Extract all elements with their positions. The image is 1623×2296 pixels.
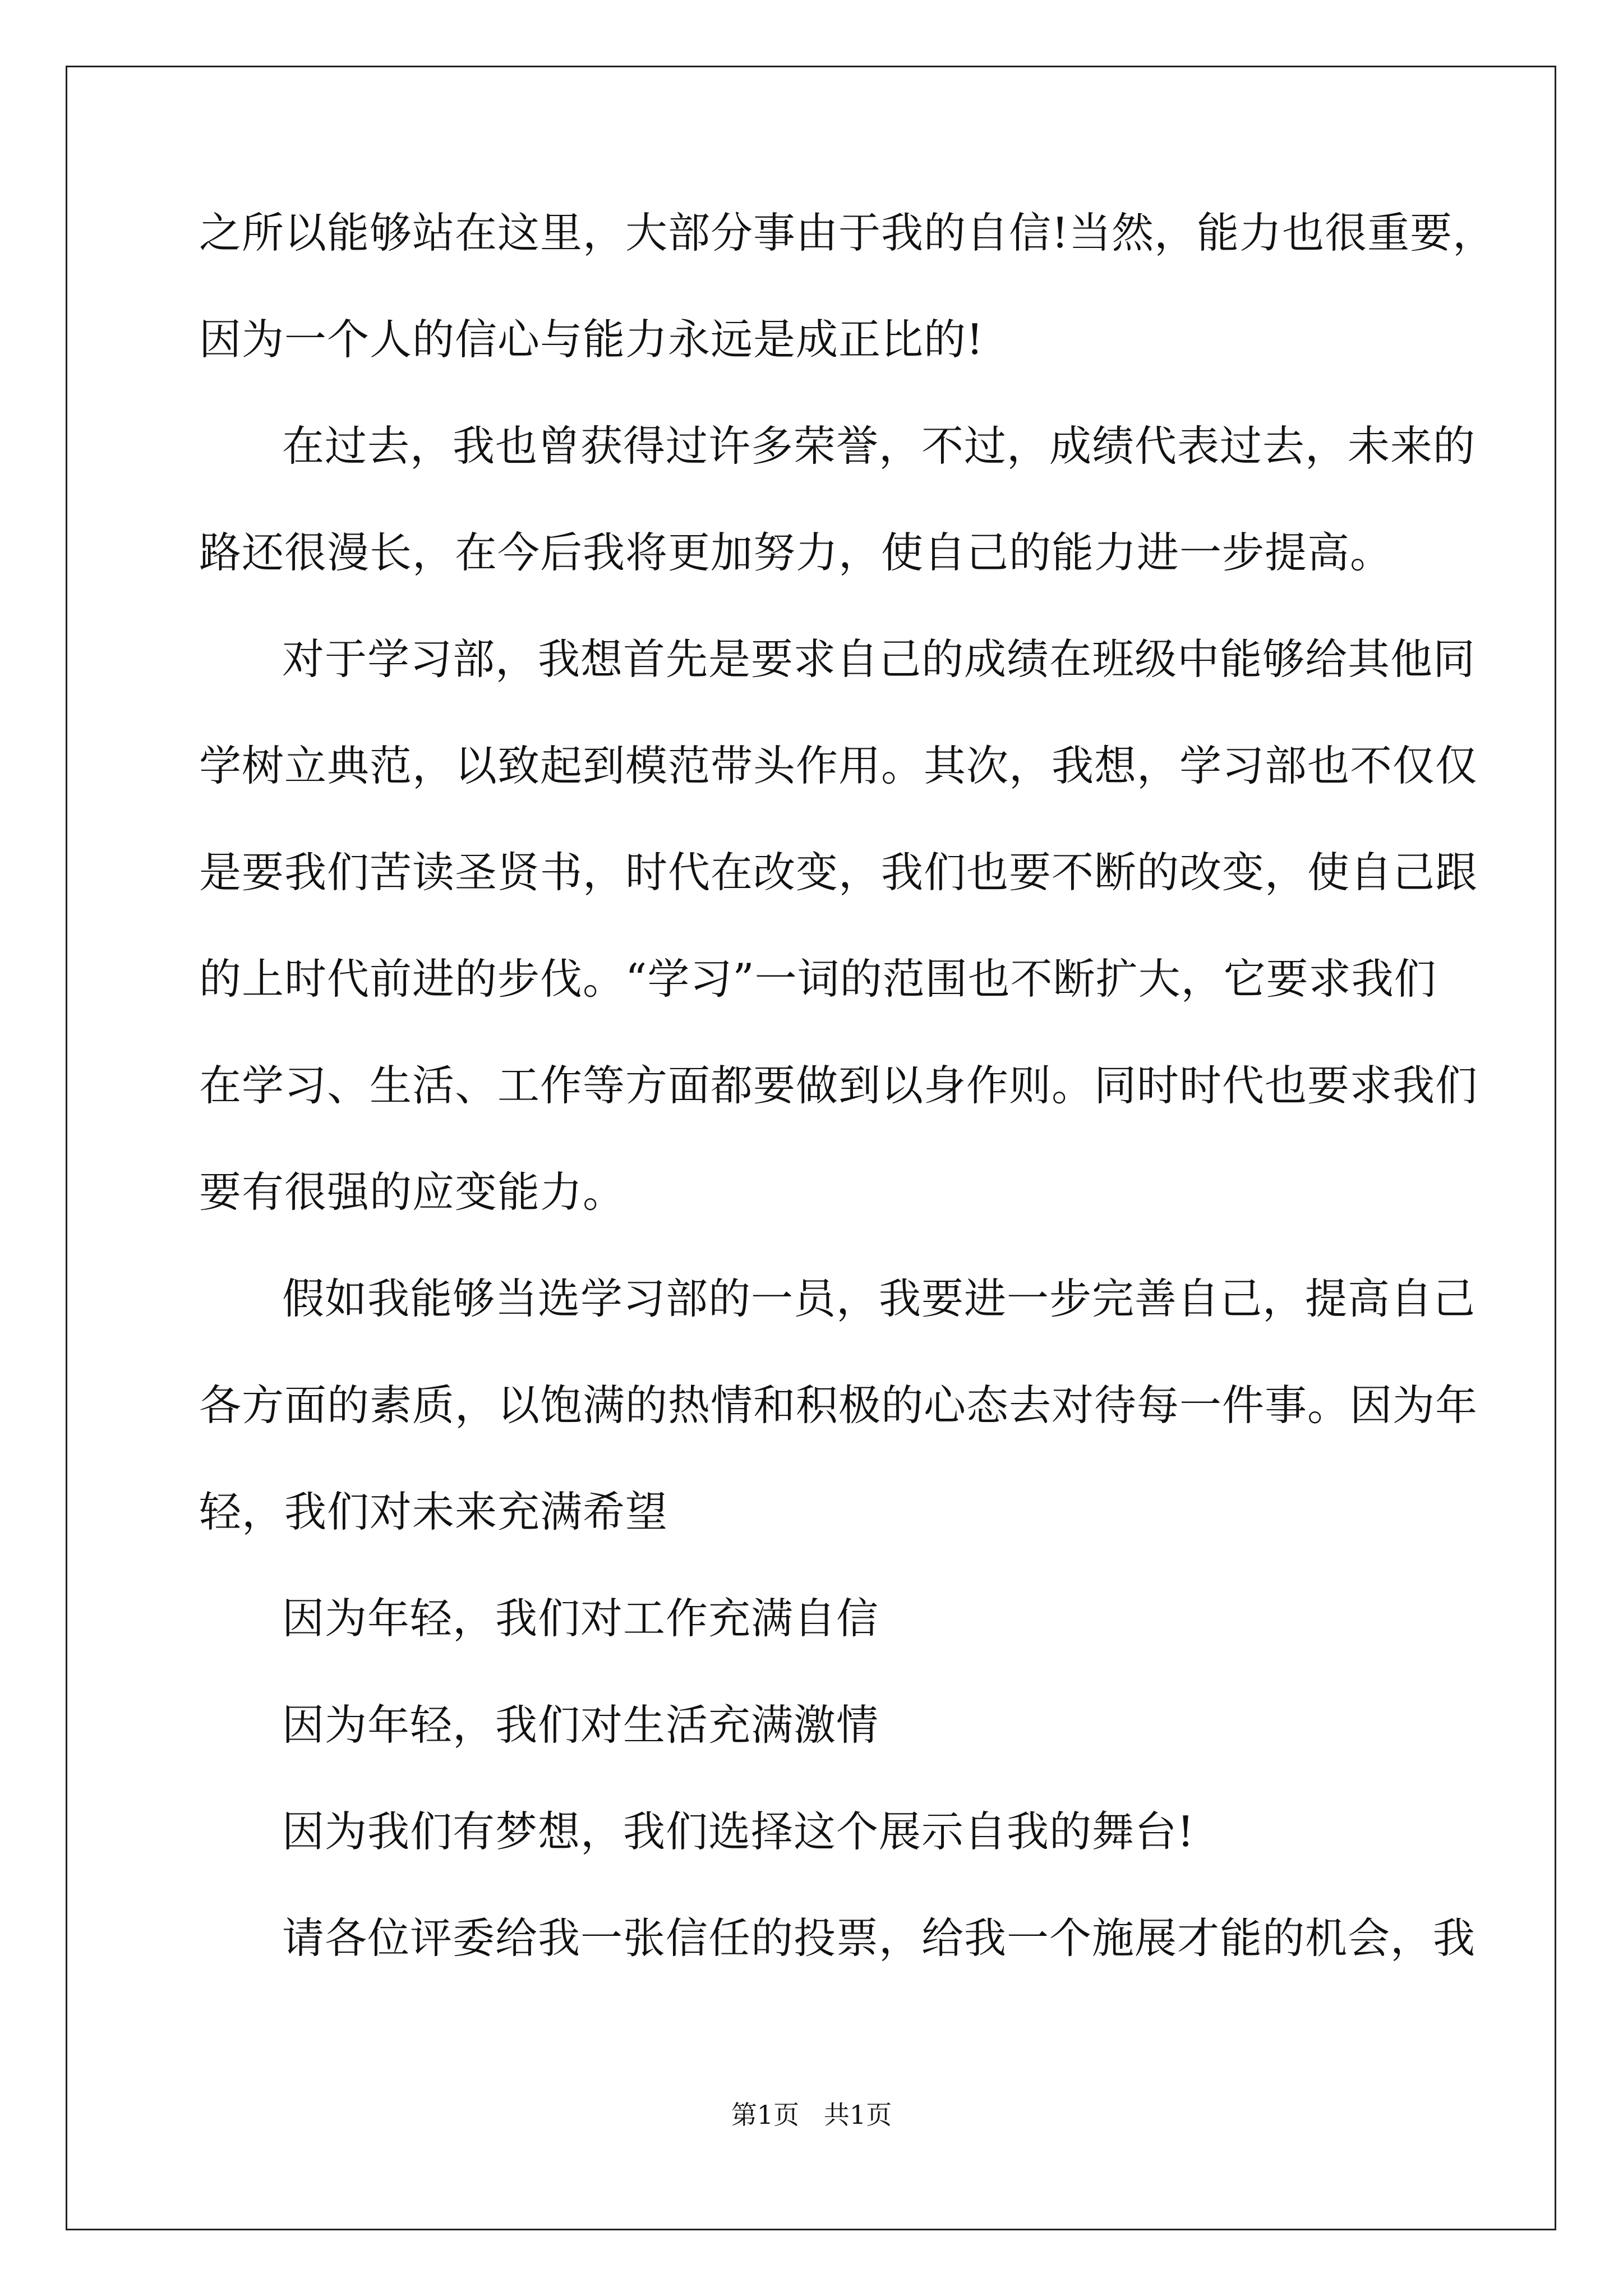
text-line: 要有很强的应变能力。 (199, 1167, 626, 1217)
page-number-footer: 第1页 共1页 (731, 2100, 892, 2130)
text-line: 因为一个人的信心与能力永远是成正比的! (199, 315, 984, 364)
text-line: 各方面的素质，以饱满的热情和积极的心态去对待每一件事。因为年 (199, 1381, 1478, 1430)
document-body (199, 208, 1496, 2022)
text-line: 假如我能够当选学习部的一员，我要进一步完善自己，提高自己 (282, 1274, 1476, 1323)
text-line: 路还很漫长，在今后我将更加努力，使自己的能力进一步提高。 (199, 528, 1393, 577)
text-line: 请各位评委给我一张信任的投票，给我一个施展才能的机会，我 (282, 1913, 1476, 1963)
text-line: 学树立典范，以致起到模范带头作用。其次，我想，学习部也不仅仅 (199, 741, 1478, 790)
text-line: 轻，我们对未来充满希望 (199, 1487, 668, 1536)
text-line: 因为我们有梦想，我们选择这个展示自我的舞台! (282, 1807, 1195, 1856)
text-line: 的上时代前进的步伐。“学习”一词的范围也不断扩大，它要求我们 (199, 954, 1437, 1004)
text-line: 是要我们苦读圣贤书，时代在改变，我们也要不断的改变，使自己跟 (199, 848, 1478, 897)
text-line: 因为年轻，我们对工作充满自信 (282, 1594, 879, 1643)
text-line: 在学习、生活、工作等方面都要做到以身作则。同时时代也要求我们 (199, 1061, 1478, 1110)
text-line: 因为年轻，我们对生活充满激情 (282, 1700, 879, 1750)
text-line: 之所以能够站在这里，大部分事由于我的自信!当然，能力也很重要， (199, 208, 1496, 257)
text-line: 在过去，我也曾获得过许多荣誉，不过，成绩代表过去，未来的 (282, 421, 1476, 471)
text-line: 对于学习部，我想首先是要求自己的成绩在班级中能够给其他同 (282, 634, 1476, 684)
